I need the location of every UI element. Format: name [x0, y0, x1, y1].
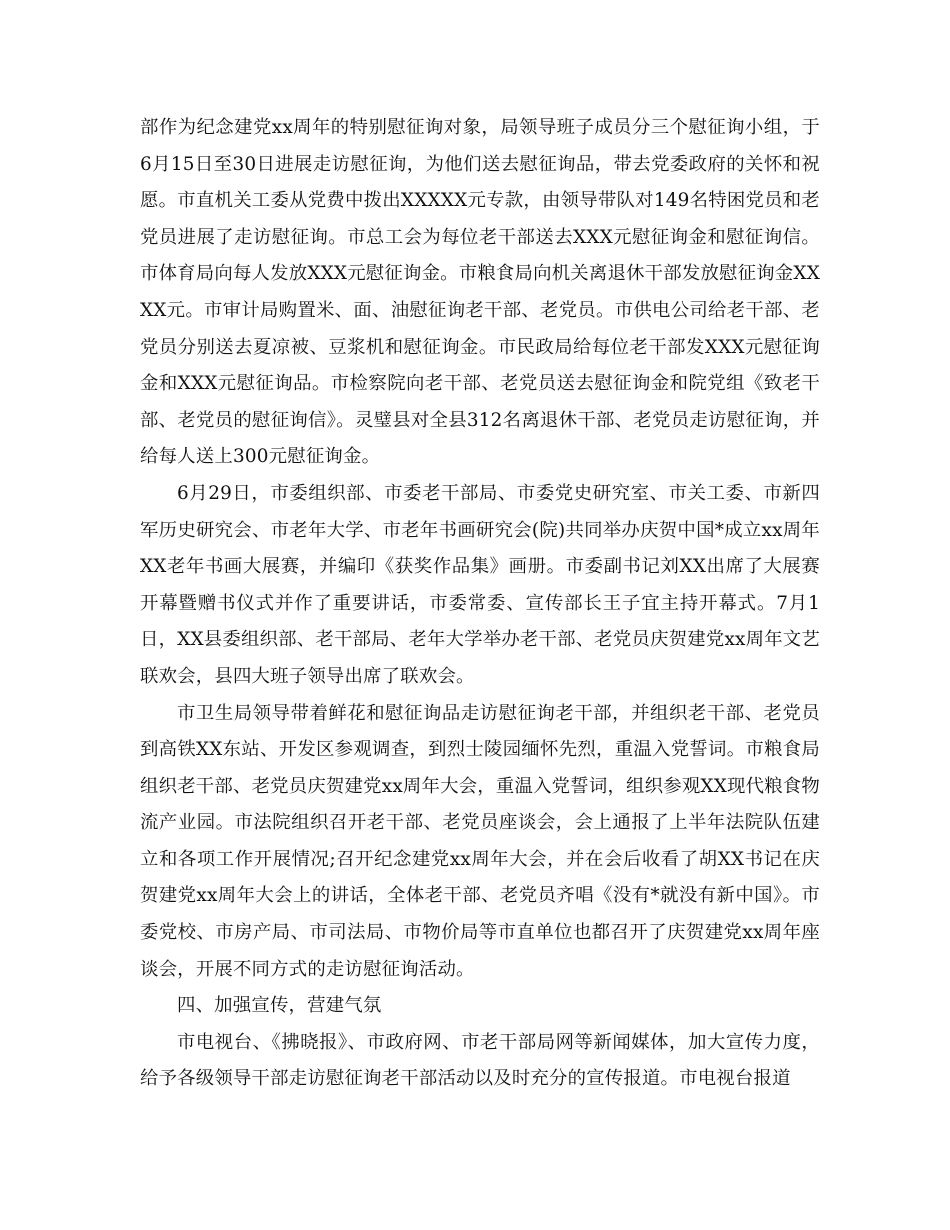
document-body [140, 110, 820, 1098]
paragraph-1: 部作为纪念建党xx周年的特别慰征询对象，局领导班子成员分三个慰征询小组，于6月15日至30日进展走访慰征询，为他们送去慰征询品，带去党委政府的关怀和祝愿。市直机关工委从党费中拨出XXXXX元专款，由领导带队对149名特困党员和老党员进展了走访慰征询。市总工会为每位老干部送去XXX元慰征询金和慰征询信。市体育局向每人发放XXX元慰征询金。市粮食局向机关离退休干部发放慰征询金XXXX元。市审计局购置米、面、油慰征询老干部、老党员。市供电公司给老干部、老党员分别送去夏凉被、豆浆机和慰征询金。市民政局给每位老干部发XXX元慰征询金和XXX元慰征询品。市检察院向老干部、老党员送去慰征询金和院党组《致老干部、老党员的慰征询信》。灵璧县对全县312名离退休干部、老党员走访慰征询，并给每人送上300元慰征询金。 [140, 117, 820, 468]
paragraph-4: 市电视台、《拂晓报》、市政府网、市老干部局网等新闻媒体，加大宣传力度，给予各级领导干部走访慰征询老干部活动以及时充分的宣传报道。市电视台报道 [140, 1031, 820, 1090]
paragraph-2: 6月29日，市委组织部、市委老干部局、市委党史研究室、市关工委、市新四军历史研究会、市老年大学、市老年书画研究会(院)共同举办庆贺中国*成立xx周年XX老年书画大展赛，并编印《获奖作品集》画册。市委副书记刘XX出席了大展赛开幕暨赠书仪式并作了重要讲话，市委常委、宣传部长王子宜主持开幕式。7月1日，XX县委组织部、老干部局、老年大学举办老干部、老党员庆贺建党xx周年文艺联欢会，县四大班子领导出席了联欢会。 [140, 482, 820, 687]
section-heading: 四、加强宣传，营建气氛 [177, 995, 382, 1017]
paragraph-3: 市卫生局领导带着鲜花和慰征询品走访慰征询老干部，并组织老干部、老党员到高铁XX东站、开发区参观调查，到烈士陵园缅怀先烈，重温入党誓词。市粮食局组织老干部、老党员庆贺建党xx周年大会，重温入党誓词，组织参观XX现代粮食物流产业园。市法院组织召开老干部、老党员座谈会，会上通报了上半年法院队伍建立和各项工作开展情况;召开纪念建党xx周年大会，并在会后收看了胡XX书记在庆贺建党xx周年大会上的讲话，全体老干部、老党员齐唱《没有*就没有新中国》。市委党校、市房产局、市司法局、市物价局等市直单位也都召开了庆贺建党xx周年座谈会，开展不同方式的走访慰征询活动。 [140, 702, 820, 980]
